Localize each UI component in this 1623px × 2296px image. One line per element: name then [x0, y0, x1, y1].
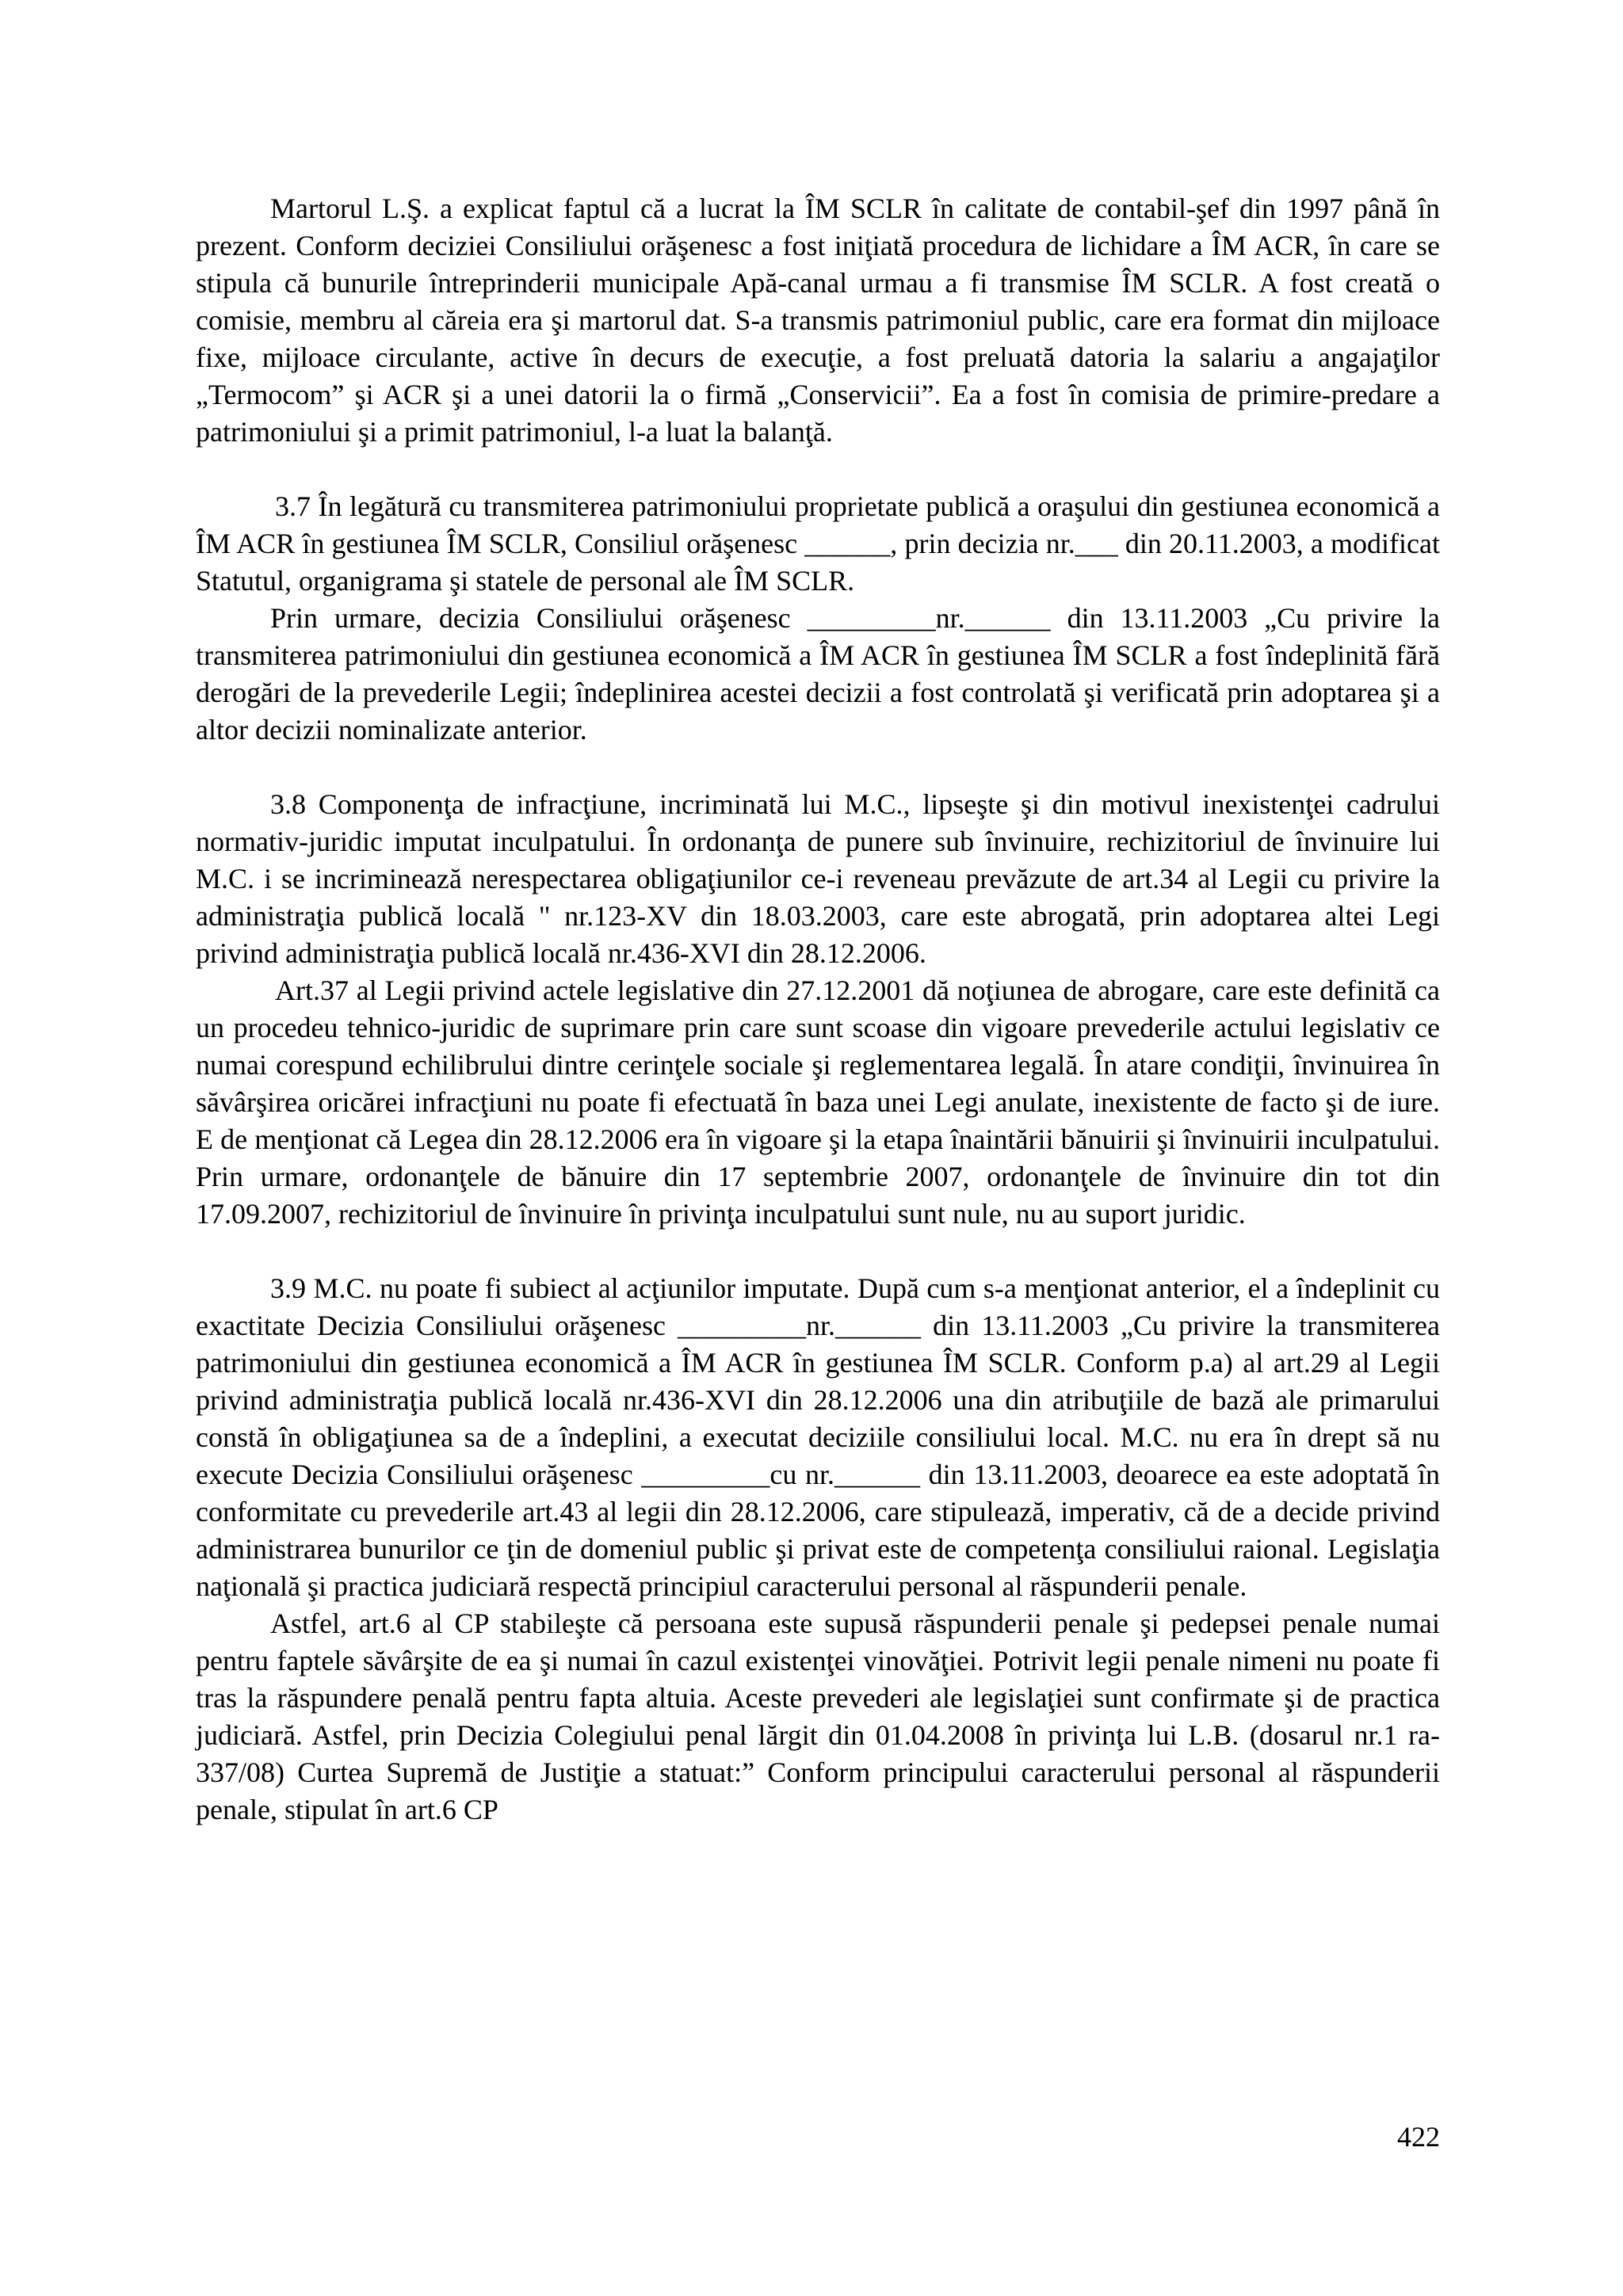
paragraph-decision-fulfilled: Prin urmare, decizia Consiliului orăşenesc _________nr.______ din 13.11.2003 „Cu privire la transmiterea patrimoniului din gestiunea economică a ÎM ACR în gestiunea ÎM SCLR a fost îndeplinită fără derogări de la prevederile Legii; îndeplinirea acestei decizii a fost controlată şi verificată prin adoptarea şi a altor decizii nominalizate anterior.: [196, 602, 1440, 746]
page-number: 422: [1397, 2121, 1440, 2153]
paragraph-gap: [196, 1233, 1440, 1270]
paragraph-section-3-9: 3.9 M.C. nu poate fi subiect al acţiunilor imputate. După cum s-a menţionat anterior, el a îndeplinit cu exactitate Decizia Consiliului orăşenesc _________nr.______ din 13.11.2003 „Cu privire la transmiterea patrimoniului din gestiunea economică a ÎM ACR în gestiunea ÎM SCLR. Conform p.a) al art.29 al Legii privind administraţia publică locală nr.436-XVI din 28.12.2006 una din atribuţiile de bază ale primarului constă în obligaţiunea sa de a îndeplini, a executat deciziile consiliului local. M.C. nu era în drept să nu execute Decizia Consiliului orăşenesc _________cu nr.______ din 13.11.2003, deoarece ea este adoptată în conformitate cu prevederile art.43 al legii din 28.12.2006, care stipulează, imperativ, că de a decide privind administrarea bunurilor ce ţin de domeniul public şi privat este de competenţa consiliului raional. Legislaţia naţională şi practica judiciară respectă principiul caracterului personal al răspunderii penale.: [196, 1272, 1440, 1602]
paragraph-art-37: Art.37 al Legii privind actele legislative din 27.12.2001 dă noţiunea de abrogare, care este definită ca un procedeu tehnico-juridic de suprimare prin care sunt scoase din vigoare prevederile actului legislativ ce numai corespund echilibrului dintre cerinţele sociale şi reglementarea legală. În atare condiţii, învinuirea în săvârşirea oricărei infracţiuni nu poate fi efectuată în baza unei Legi anulate, inexistente de facto şi de iure. E de menţionat că Legea din 28.12.2006 era în vigoare şi la etapa înaintării bănuirii şi învinuirii inculpatului. Prin urmare, ordonanţele de bănuire din 17 septembrie 2007, ordonanţele de învinuire din tot din 17.09.2007, rechizitoriul de învinuire în privinţa inculpatului sunt nule, nu au suport juridic.: [196, 974, 1440, 1230]
paragraph-section-3-8: 3.8 Componenţa de infracţiune, incriminată lui M.C., lipseşte şi din motivul inexistenţei cadrului normativ-juridic imputat inculpatului. În ordonanţa de punere sub învinuire, rechizitoriul de învinuire lui M.C. i se incriminează nerespectarea obligaţiunilor ce-i reveneau prevăzute de art.34 al Legii cu privire la administraţia publică locală " nr.123-XV din 18.03.2003, care este abrogată, prin adoptarea altei Legi privind administraţia publică locală nr.436-XVI din 28.12.2006.: [196, 788, 1440, 969]
paragraph-art-6-cp: Astfel, art.6 al CP stabileşte că persoana este supusă răspunderii penale şi pedepsei penale numai pentru faptele săvârşite de ea şi numai în cazul existenţei vinovăţiei. Potrivit legii penale nimeni nu poate fi tras la răspundere penală pentru fapta altuia. Aceste prevederi ale legislaţiei sunt confirmate şi de practica judiciară. Astfel, prin Decizia Colegiului penal lărgit din 01.04.2008 în privinţa lui L.B. (dosarul nr.1 ra-337/08) Curtea Supremă de Justiţie a statuat:” Conform principului caracterului personal al răspunderii penale, stipulat în art.6 CP: [196, 1608, 1440, 1825]
document-body: [196, 190, 1440, 1829]
paragraph-witness-testimony: Martorul L.Ş. a explicat faptul că a lucrat la ÎM SCLR în calitate de contabil-şef din 1997 până în prezent. Conform deciziei Consiliului orăşenesc a fost iniţiată procedura de lichidare a ÎM ACR, în care se stipula că bunurile întreprinderii municipale Apă-canal urmau a fi transmise ÎM SCLR. A fost creată o comisie, membru al căreia era şi martorul dat. S-a transmis patrimoniul public, care era format din mijloace fixe, mijloace circulante, active în decurs de execuţie, a fost preluată datoria la salariu a angajaţilor „Termocom” şi ACR şi a unei datorii la o firmă „Conservicii”. Ea a fost în comisia de primire-predare a patrimoniului şi a primit patrimoniul, l-a luat la balanţă.: [196, 193, 1440, 448]
paragraph-gap: [196, 451, 1440, 488]
paragraph-section-3-7: 3.7 În legătură cu transmiterea patrimoniului proprietate publică a oraşului din gestiunea economică a ÎM ACR în gestiunea ÎM SCLR, Consiliul orăşenesc ______, prin decizia nr.___ din 20.11.2003, a modificat Statutul, organigrama şi statele de personal ale ÎM SCLR.: [196, 490, 1440, 597]
paragraph-gap: [196, 749, 1440, 786]
